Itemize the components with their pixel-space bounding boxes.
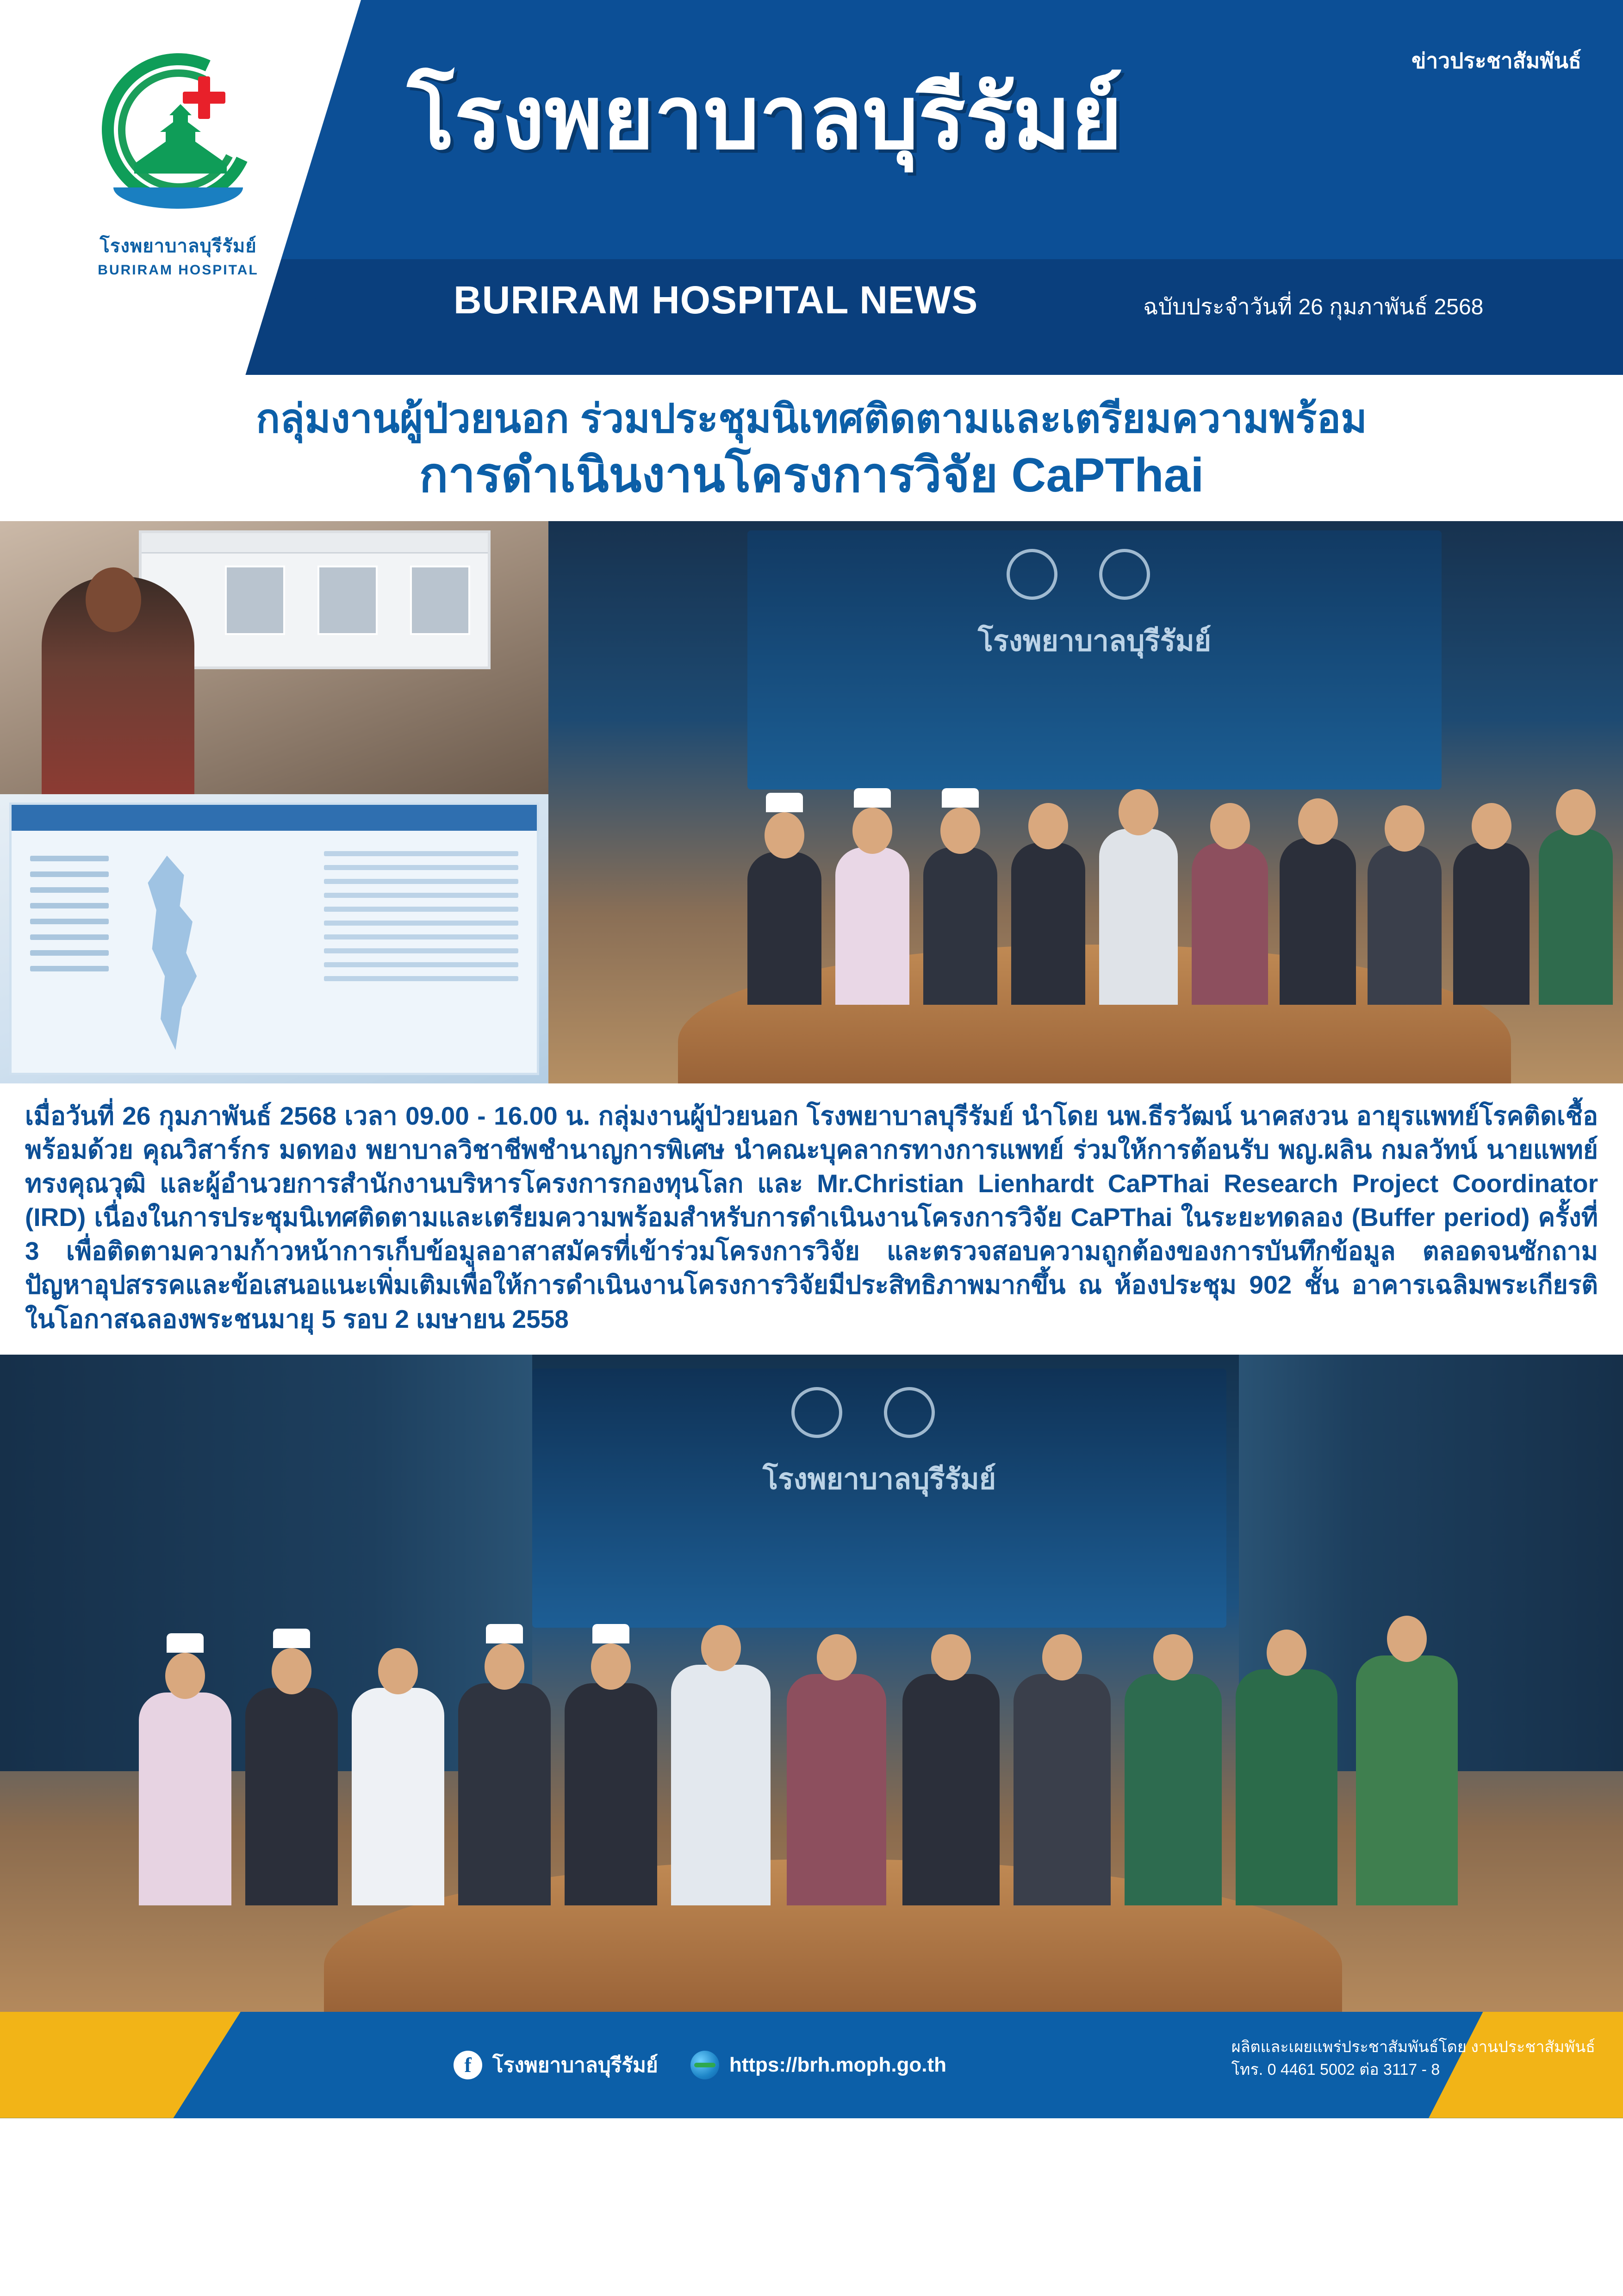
article-body	[0, 1083, 1623, 1355]
pr-tag: ข่าวประชาสัมพันธ์	[1411, 49, 1581, 73]
hospital-logo	[69, 49, 287, 299]
stage-backdrop	[747, 530, 1442, 790]
photo-left-column	[0, 521, 548, 1083]
article-paragraph: เมื่อวันที่ 26 กุมภาพันธ์ 2568 เวลา 09.00 - 16.00 น. กลุ่มงานผู้ป่วยนอก โรงพยาบาลบุรีรัมย์ นำโดย นพ.ธีรวัฒน์ นาคสงวน อายุรแพทย์โรคติดเชื้อ พร้อมด้วย คุณวิสาร์กร มดทอง พยาบาลวิชาชีพชำนาญการพิเศษ นำคณะบุคลากรทางการแพทย์ ร่วมให้การต้อนรับ พญ.ผลิน กมลวัทน์ นายแพทย์ทรงคุณวุฒิ และผู้อำนวยการสำนักงานบริหารโครงการกองทุนโลก และ Mr.Christian Lienhardt CaPThai Research Project Coordinator (IRD) เนื่องในการประชุมนิเทศติดตามและเตรียมความพร้อมสำหรับการดำเนินงานโครงการวิจัย CaPThai ในระยะทดลอง (Buffer period) ครั้งที่ 3 เพื่อติดตามความก้าวหน้าการเก็บข้อมูลอาสาสมัครที่เข้าร่วมโครงการวิจัย และตรวจสอบความถูกต้องของการบันทึกข้อมูล ตลอดจนซักถามปัญหาอุปสรรคและข้อเสนอแนะเพิ่มเติมเพื่อให้การดำเนินงานโครงการวิจัยมีประสิทธิภาพมากขึ้น ณ ห้องประชุม 902 ชั้น อาคารเฉลิมพระเกียรติ ในโอกาสฉลองพระชนมายุ 5 รอบ 2 เมษายน 2558	[25, 1101, 1598, 1333]
logo-text-thai: โรงพยาบาลบุรีรัมย์	[99, 236, 257, 256]
website-link[interactable]	[690, 2051, 946, 2079]
hospital-logo-icon	[86, 49, 271, 229]
photo-slide-map	[0, 794, 548, 1083]
page-header	[0, 0, 1623, 375]
stage-backdrop-2	[532, 1369, 1226, 1628]
photo-speaker	[0, 521, 548, 794]
photo-group-2	[0, 1355, 1623, 2012]
footer-credit-line-1: ผลิตและเผยแพร่ประชาสัมพันธ์โดย งานประชาสัมพันธ์	[1231, 2038, 1595, 2056]
speaker-head	[86, 567, 141, 632]
slide-surface	[9, 803, 539, 1075]
globe-icon	[690, 2051, 719, 2079]
photo-row-top	[0, 521, 1623, 1083]
backdrop-text: โรงพยาบาลบุรีรัมย์	[977, 625, 1212, 657]
headline-line-2: การดำเนินงานโครงการวิจัย CaPThai	[419, 448, 1204, 502]
facebook-link[interactable]	[454, 2049, 658, 2081]
issue-date: ฉบับประจำวันที่ 26 กุมภาพันธ์ 2568	[1143, 295, 1484, 319]
footer-credit-line-2: โทร. 0 4461 5002 ต่อ 3117 - 8	[1231, 2060, 1440, 2078]
headline-line-1: กลุ่มงานผู้ป่วยนอก ร่วมประชุมนิเทศติดตามและเตรียมความพร้อม	[256, 397, 1367, 441]
page-footer	[0, 2012, 1623, 2118]
footer-credit	[1231, 2036, 1595, 2082]
photo-group-1	[548, 521, 1623, 1083]
headline-block	[0, 375, 1623, 521]
page-title: โรงพยาบาลบุรีรัมย์	[407, 69, 1123, 167]
logo-text-english: BURIRAM HOSPITAL	[98, 262, 259, 278]
facebook-icon: f	[454, 2051, 482, 2079]
website-label: https://brh.moph.go.th	[729, 2053, 947, 2076]
news-band-title: BURIRAM HOSPITAL NEWS	[454, 278, 978, 322]
backdrop-text-2: โรงพยาบาลบุรีรัมย์	[762, 1463, 996, 1495]
facebook-label: โรงพยาบาลบุรีรัมย์	[492, 2053, 658, 2077]
